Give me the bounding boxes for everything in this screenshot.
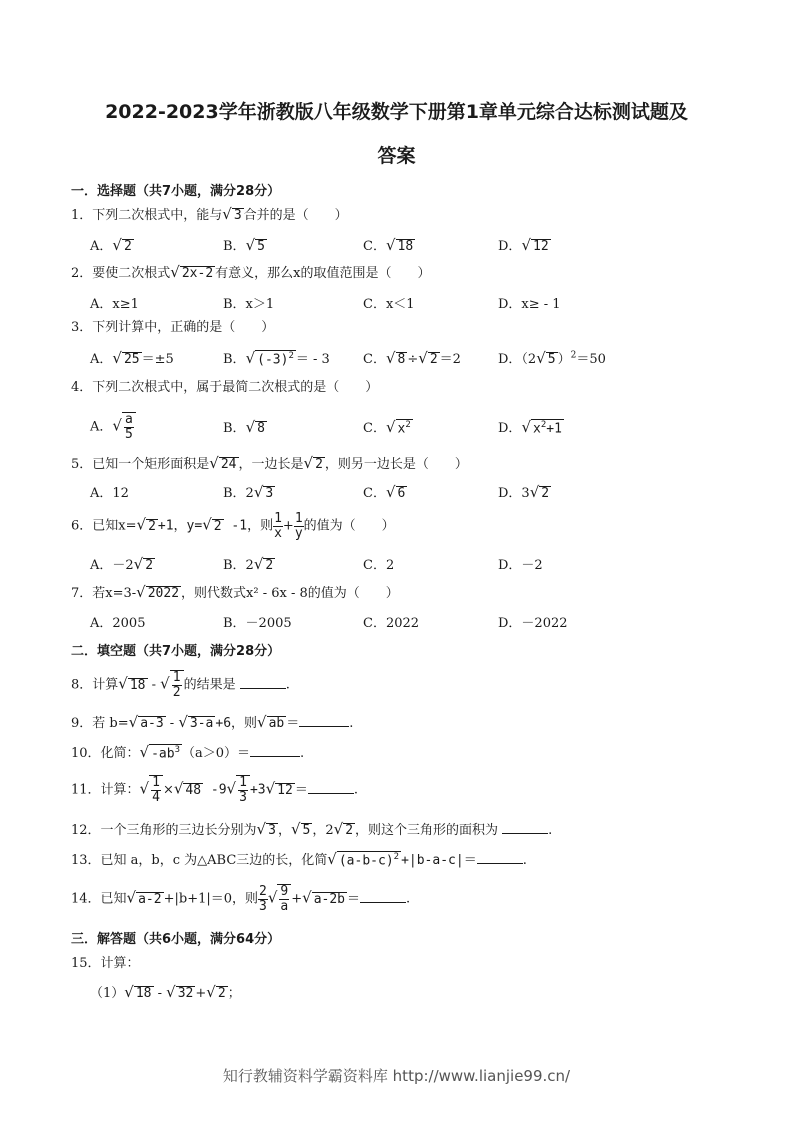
question-2: 2．要使二次根式√ 2x-2 有意义，那么x的取值范围是（ ） — [71, 263, 431, 281]
question-14: 14．已知√ a-2 +|b+1|＝0，则 $\frac{2}{3}$ √ $\frac{9}{a}$ +√ a-2b ＝ . — [71, 884, 411, 914]
section-heading-fill: 二．填空题（共7小题，满分28分） — [71, 644, 281, 659]
option-c[interactable]: C．2022 — [363, 616, 420, 631]
option-d[interactable]: D．－2022 — [498, 616, 568, 631]
option-a[interactable]: A．－2√ 2 — [90, 555, 154, 573]
question-10: 10．化简：√ $-ab^3$ （a＞0）＝ . — [71, 743, 305, 761]
section-heading-choice: 一．选择题（共7小题，满分28分） — [71, 184, 281, 199]
question-8: 8．计算√ 18 - √ $\frac{1}{2}$ 的结果是 . — [71, 670, 290, 700]
option-a[interactable]: A．x≥1 — [90, 297, 139, 312]
option-a[interactable]: A．2005 — [90, 616, 146, 631]
question-3: 3．下列计算中，正确的是（ ） — [71, 320, 275, 335]
option-a[interactable]: A．√ $\frac{a}{5}$ — [90, 412, 136, 441]
option-a[interactable]: A．√ 2 — [90, 236, 132, 254]
option-d[interactable]: D．3√ 2 — [498, 483, 550, 501]
question-3-options — [90, 348, 730, 372]
answer-blank[interactable] — [299, 726, 349, 727]
answer-blank[interactable] — [308, 793, 354, 794]
page-title-continued: 答案 — [377, 145, 416, 167]
option-a[interactable]: A．12 — [90, 486, 129, 501]
question-12: 12．一个三角形的三边长分别为√ 3 ，√ 5 ，2√ 2 ，则这个三角形的面积为 . — [71, 820, 553, 838]
question-11: 11．计算：√ $\frac{1}{4}$ ×√ 48 -9√ $\frac{1}{3}$ +3√ 12 ＝ . — [71, 775, 358, 805]
answer-blank[interactable] — [250, 756, 300, 757]
option-b[interactable]: B．－2005 — [223, 616, 292, 631]
question-15: 15．计算： — [71, 956, 140, 971]
question-15-part-1: （1）√ 18 - √ 32 +√ 2 ； — [90, 983, 241, 1001]
option-b[interactable]: B．√ 8 — [223, 418, 265, 436]
option-d[interactable]: D．√ $x^2+1$ — [498, 418, 562, 436]
answer-blank[interactable] — [360, 902, 406, 903]
option-b[interactable]: B．√ 5 — [223, 236, 265, 254]
question-4-options — [90, 412, 730, 446]
option-d[interactable]: D．x≥ - 1 — [498, 297, 561, 312]
option-b[interactable]: B．2√ 2 — [223, 555, 274, 573]
answer-blank[interactable] — [502, 833, 548, 834]
question-1: 1．下列二次根式中，能与√ 3 合并的是（ ） — [71, 205, 348, 223]
option-d[interactable]: D．－2 — [498, 558, 543, 573]
option-c[interactable]: C．x＜1 — [363, 297, 415, 312]
question-4: 4．下列二次根式中，属于最简二次根式的是（ ） — [71, 380, 379, 395]
option-c[interactable]: C．√ 8 ÷√ 2 ＝2 — [363, 349, 461, 367]
option-c[interactable]: C．√ $x^2$ — [363, 418, 411, 436]
question-1-options — [90, 235, 730, 259]
option-c[interactable]: C．2 — [363, 558, 395, 573]
option-c[interactable]: C．√ 6 — [363, 483, 406, 501]
option-b[interactable]: B．√ $(-3)^2$ ＝ - 3 — [223, 349, 330, 367]
option-c[interactable]: C．√ 18 — [363, 236, 414, 254]
question-7: 7．若x=3-√ 2022 ，则代数式x² - 6x - 8的值为（ ） — [71, 583, 399, 601]
option-b[interactable]: B．x＞1 — [223, 297, 275, 312]
question-9: 9．若 b=√ a-3 - √ 3-a +6，则√ ab ＝ . — [71, 713, 354, 731]
option-d[interactable]: D．（2√ 5 ）$^2$＝50 — [498, 349, 606, 367]
page-title: 2022-2023学年浙教版八年级数学下册第1章单元综合达标测试题及 — [105, 101, 688, 123]
option-a[interactable]: A．√ 25 ＝±5 — [90, 349, 174, 367]
option-d[interactable]: D．√ 12 — [498, 236, 549, 254]
question-6: 6．已知x=√ 2 +1，y=√ 2 -1，则 $\frac{1}{x}$ + $\frac{1}{y}$ 的值为（ ） — [71, 511, 395, 541]
section-heading-solve: 三．解答题（共6小题，满分64分） — [71, 932, 281, 947]
footer-watermark: 知行教辅资料学霸资料库 http://www.lianjie99.cn/ — [222, 1067, 571, 1085]
question-6-options — [90, 554, 730, 578]
question-2-options — [90, 293, 730, 317]
answer-blank[interactable] — [240, 688, 286, 689]
question-5: 5．已知一个矩形面积是√ 24 ，一边长是√ 2 ，则另一边长是（ ） — [71, 454, 468, 472]
question-5-options — [90, 482, 730, 506]
question-7-options — [90, 612, 730, 636]
option-b[interactable]: B．2√ 3 — [223, 483, 274, 501]
answer-blank[interactable] — [477, 863, 523, 864]
question-13: 13．已知 a，b，c 为△ABC三边的长，化简√ $(a-b-c)^2 +|b-a-c|=$ . — [71, 850, 527, 868]
